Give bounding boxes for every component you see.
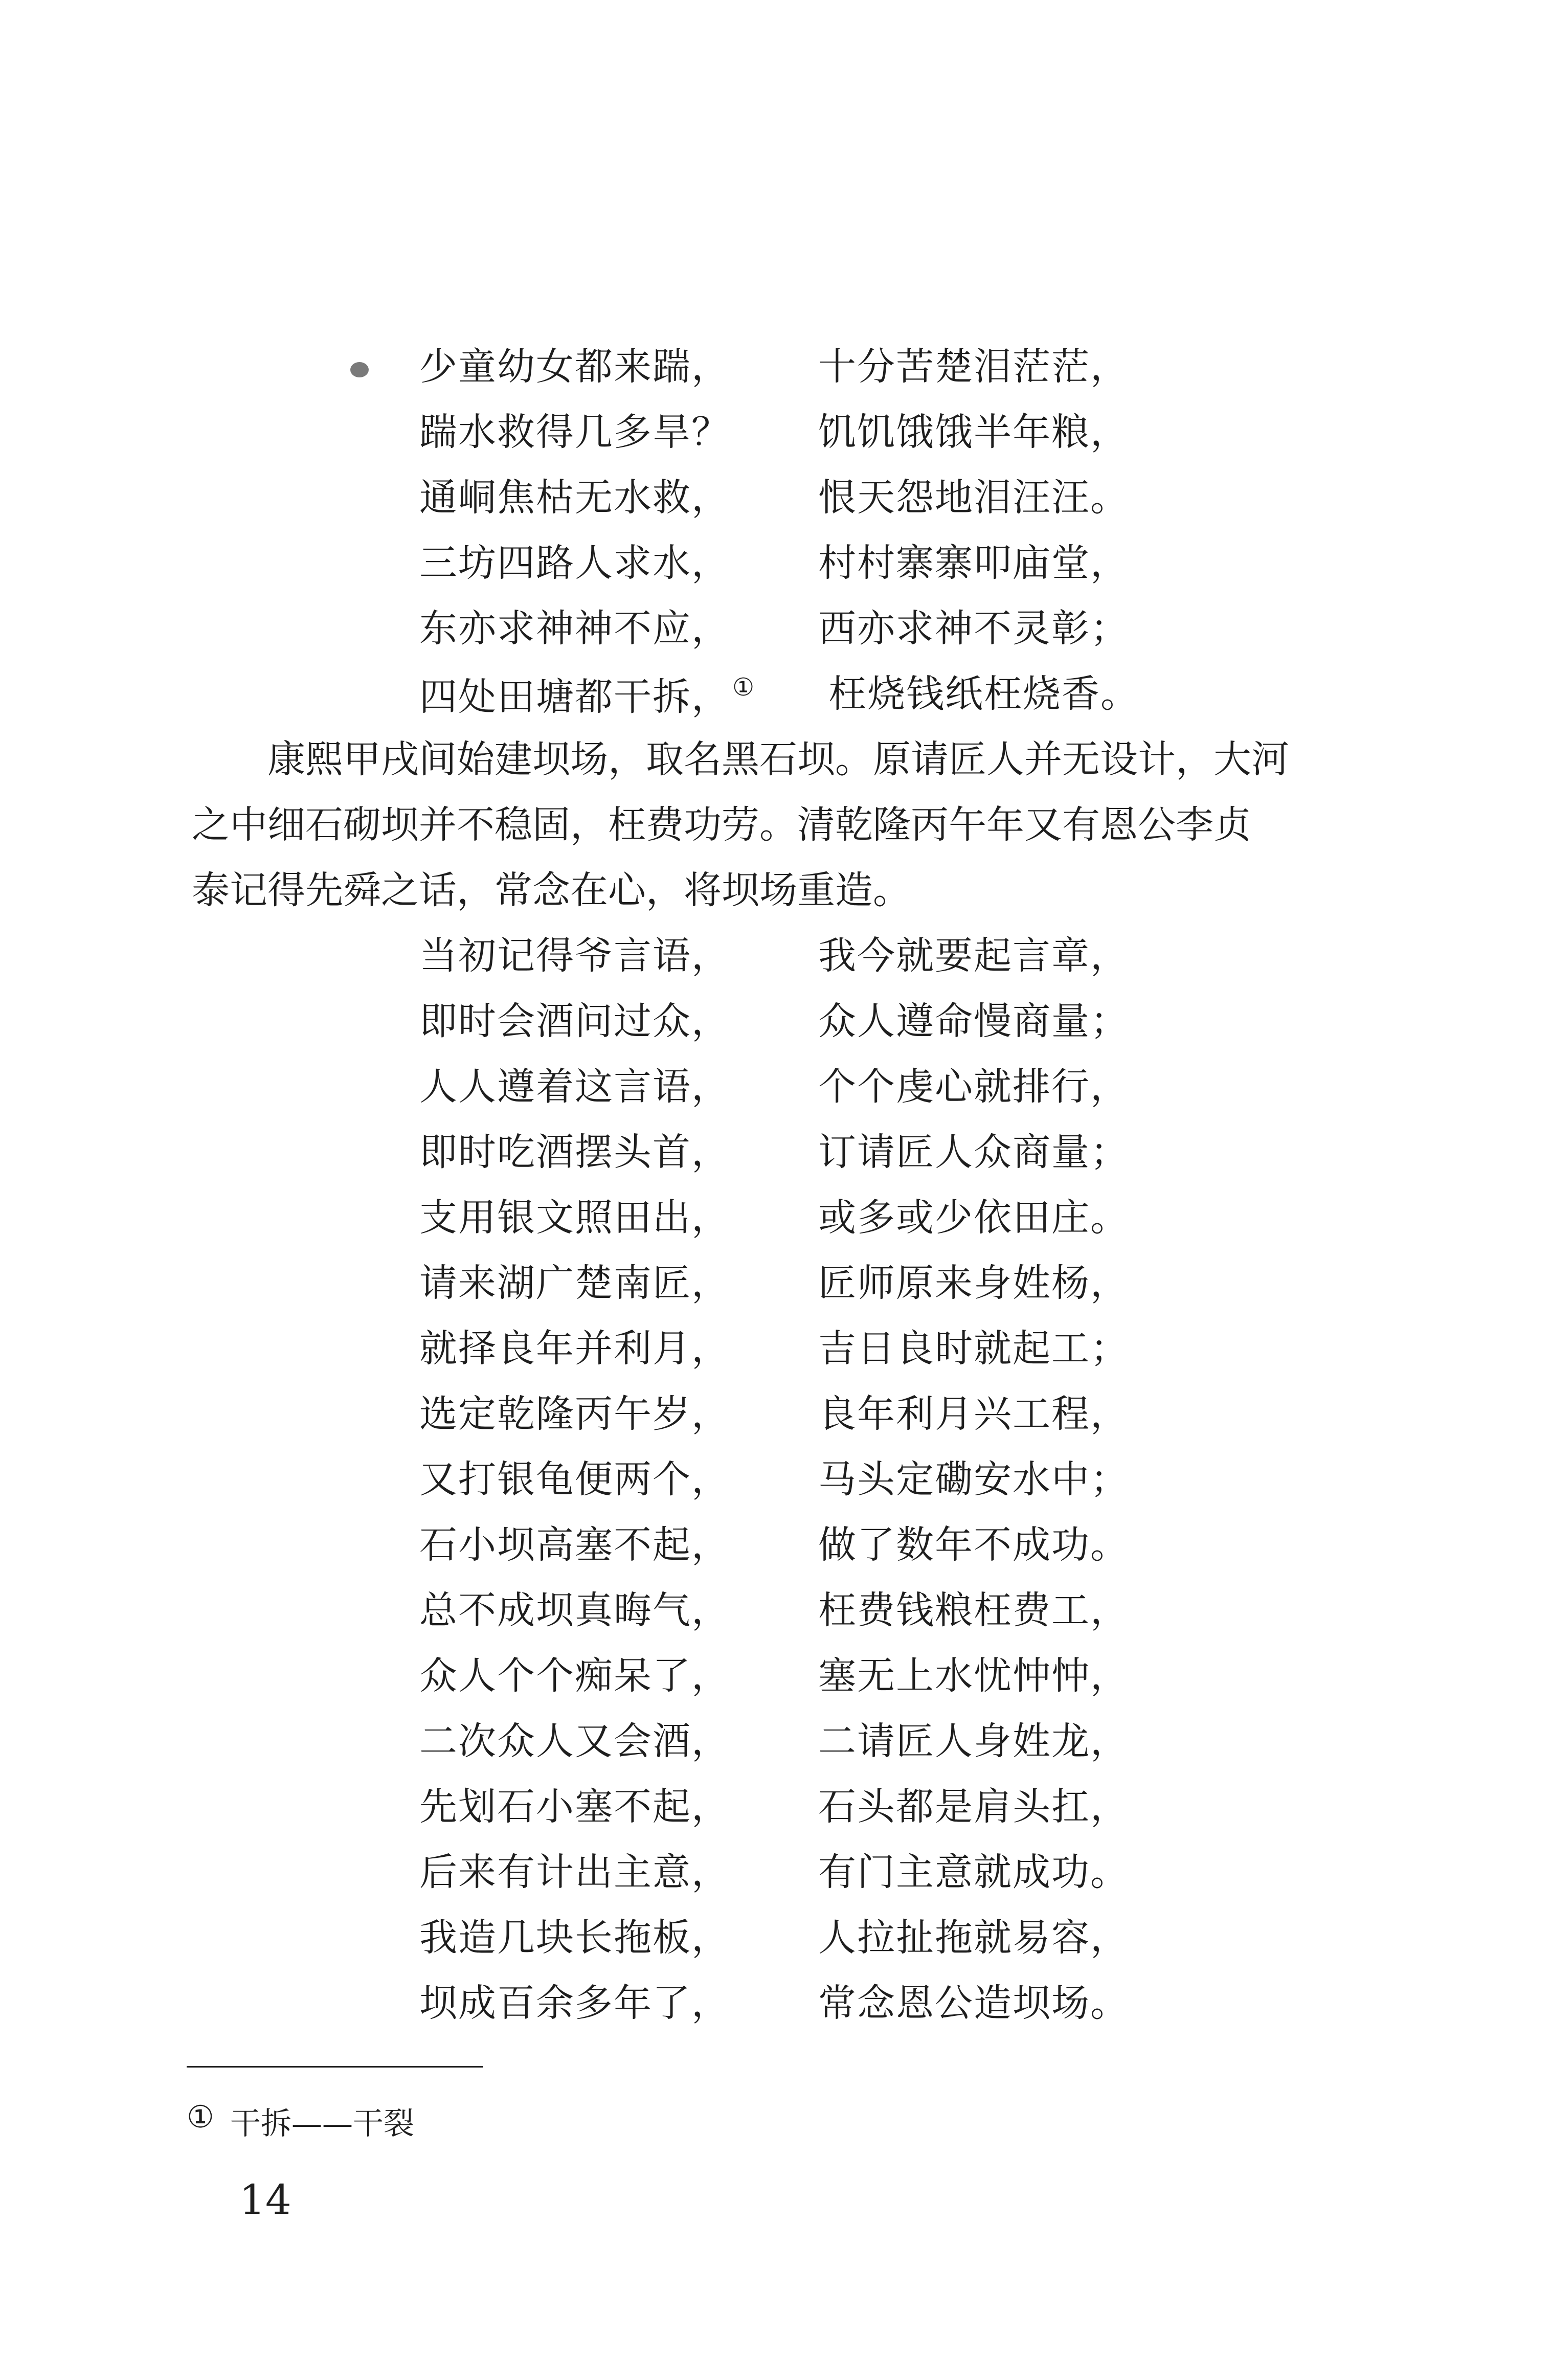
verse-line-left: 请来湖广楚南匠， <box>419 1261 730 1305</box>
verse-line-right: 常念恩公造坝场。 <box>818 1981 1129 2025</box>
verse-line-right: 我今就要起言章， <box>818 934 1129 978</box>
verse-line-right: 枉烧钱纸枉烧香。 <box>828 672 1139 716</box>
footnote-ref: ① <box>732 673 756 702</box>
verse-line-left: 石小坝高塞不起， <box>419 1523 730 1567</box>
verse-line-left: 众人个个痴呆了， <box>419 1654 730 1698</box>
prose-line: 之中细石砌坝并不稳固，枉费功劳。清乾隆丙午年又有恩公李贞 <box>192 803 1251 847</box>
verse-line-left: 人人遵着这言语， <box>419 1065 730 1109</box>
verse-line-left: 选定乾隆丙午岁， <box>419 1392 730 1436</box>
verse-line-left: 即时会酒问过众， <box>419 999 730 1043</box>
verse-line-right: 恨天怨地泪汪汪。 <box>818 476 1129 520</box>
verse-line-left: 通峒焦枯无水救， <box>419 476 730 520</box>
verse-line-right: 有门主意就成功。 <box>818 1850 1129 1894</box>
verse-line-left: 总不成坝真晦气， <box>419 1588 730 1632</box>
verse-line-right: 良年利月兴工程， <box>818 1392 1129 1436</box>
verse-line-right: 个个虔心就排行， <box>818 1065 1129 1109</box>
verse-line-left: 先划石小塞不起， <box>419 1785 730 1829</box>
verse-line-left: 三坊四路人求水， <box>419 541 730 585</box>
verse-line-right: 西亦求神不灵彰； <box>818 607 1129 650</box>
verse-line-left: 当初记得爷言语， <box>419 934 730 978</box>
verse-line-right: 十分苦楚泪茫茫， <box>818 345 1129 389</box>
verse-line-right: 枉费钱粮枉费工， <box>818 1588 1129 1632</box>
verse-line-right: 村村寨寨叩庙堂， <box>818 541 1129 585</box>
verse-text: 四处田塘都干拆， <box>419 675 730 719</box>
verse-line-right: 做了数年不成功。 <box>818 1523 1129 1567</box>
verse-line-right: 众人遵命慢商量； <box>818 999 1129 1043</box>
verse-line-left: 坝成百余多年了， <box>419 1981 730 2025</box>
verse-line-right: 饥饥饿饿半年粮， <box>818 410 1129 454</box>
footnote-mark: ① <box>187 2099 214 2135</box>
verse-line-left: 即时吃酒摆头首， <box>419 1130 730 1174</box>
prose-line: 康熙甲戌间始建坝场，取名黑石坝。原请匠人并无设计，大河 <box>192 737 1289 781</box>
verse-line-right: 人拉扯拖就易容， <box>818 1916 1129 1960</box>
verse-line-right: 塞无上水忧忡忡， <box>818 1654 1129 1698</box>
page-number: 14 <box>239 2176 291 2224</box>
verse-line-left: 又打银龟便两个， <box>419 1457 730 1501</box>
verse-line-right: 石头都是肩头扛， <box>818 1785 1129 1829</box>
verse-line-left: 我造几块长拖板， <box>419 1916 730 1960</box>
verse-line-left: 东亦求神神不应， <box>419 607 730 650</box>
verse-line-left <box>419 673 756 719</box>
verse-line-left: 二次众人又会酒， <box>419 1719 730 1763</box>
verse-line-right: 或多或少依田庄。 <box>818 1196 1129 1240</box>
verse-line-right: 订请匠人众商量； <box>818 1130 1129 1174</box>
verse-line-right: 吉日良时就起工； <box>818 1327 1129 1371</box>
verse-line-right: 二请匠人身姓龙， <box>818 1719 1129 1763</box>
verse-line-left: 支用银文照田出， <box>419 1196 730 1240</box>
verse-line-left: 少童幼女都来踹， <box>419 345 730 389</box>
verse-line-left: 踹水救得几多旱？ <box>419 410 730 454</box>
prose-line: 泰记得先舜之话，常念在心，将坝场重造。 <box>192 868 911 912</box>
ink-dot <box>350 362 369 377</box>
verse-line-right: 马头定磡安水中； <box>818 1457 1129 1501</box>
footnote-divider <box>187 2066 483 2068</box>
verse-line-left: 后来有计出主意， <box>419 1850 730 1894</box>
footnote-text: 干拆——干裂 <box>230 2106 414 2142</box>
verse-line-left: 就择良年并利月， <box>419 1327 730 1371</box>
verse-line-right: 匠师原来身姓杨， <box>818 1261 1129 1305</box>
